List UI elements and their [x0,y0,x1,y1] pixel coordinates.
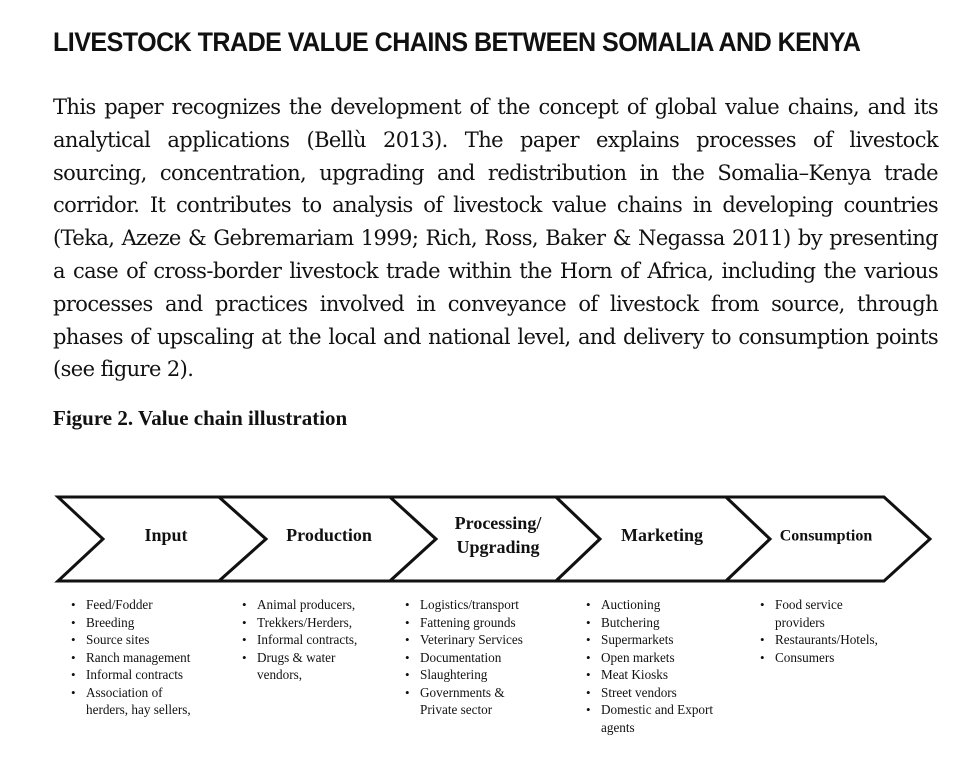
figure-caption: Figure 2. Value chain illustration [53,406,348,430]
stage-label-marketing: Marketing [621,525,703,546]
body-paragraph: This paper recognizes the development of the concept of global value chains, and its analytical applications (Bellù 2013). The paper explains processes of livestock sourcing, concentration, upgrading and redistribution in the Somalia–Kenya trade corridor. It contributes to analysis of livestock value chains in developing countries (Teka, Azeze & Gebremariam 1999; Rich, Ross, Baker & Negassa 2011) by presenting a case of cross-border livestock trade within the Horn of Africa, including the various processes and practices involved in conveyance of livestock from source, through phases of upscaling at the local and national level, and delivery to consumption points (see figure 2). [53,95,938,382]
page-title: LIVESTOCK TRADE VALUE CHAINS BETWEEN SOMALIA AND KENYA [53,27,861,57]
list-item: • Breeding [70,614,220,632]
list-item: • Animal producers, [241,596,386,614]
marketing-activity-list [585,596,740,736]
list-item: • Food service providers [759,596,865,631]
list-item: • Documentation [404,649,554,667]
stage-label-processing-line2: Upgrading [456,537,540,558]
list-item: • Ranch management [70,649,220,667]
list-item: • Meat Kiosks [585,666,740,684]
list-item: • Source sites [70,631,220,649]
production-activity-list [241,596,386,684]
stage-label-consumption: Consumption [779,527,873,545]
list-item: • Trekkers/Herders, [241,614,386,632]
stage-label-input: Input [144,525,188,546]
list-item: • Veterinary Services [404,631,554,649]
list-item: • Open markets [585,649,740,667]
list-item: • Auctioning [585,596,740,614]
list-item: • Logistics/transport [404,596,554,614]
list-item: • Informal contracts [70,666,220,684]
consumption-activity-list [759,596,909,666]
list-item: • Feed/Fodder [70,596,220,614]
stage-label-processing-line1: Processing/ [454,513,542,534]
stage-label-production: Production [286,525,372,546]
list-item: • Consumers [759,649,909,667]
list-item: • Fattening grounds [404,614,554,632]
list-item: • Association of herders, hay sellers, [70,684,206,719]
value-chain-diagram [0,490,976,590]
processing-activity-list [404,596,554,719]
list-item: • Restaurants/Hotels, [759,631,909,649]
list-item: • Informal contracts, [241,631,386,649]
list-item: • Domestic and Export agents [585,701,736,736]
list-item: • Street vendors [585,684,740,702]
input-activity-list [70,596,220,719]
list-item: • Butchering [585,614,740,632]
list-item: • Drugs & water vendors, [241,649,367,684]
list-item: • Supermarkets [585,631,740,649]
list-item: • Slaughtering [404,666,554,684]
list-item: • Governments & Private sector [404,684,530,719]
